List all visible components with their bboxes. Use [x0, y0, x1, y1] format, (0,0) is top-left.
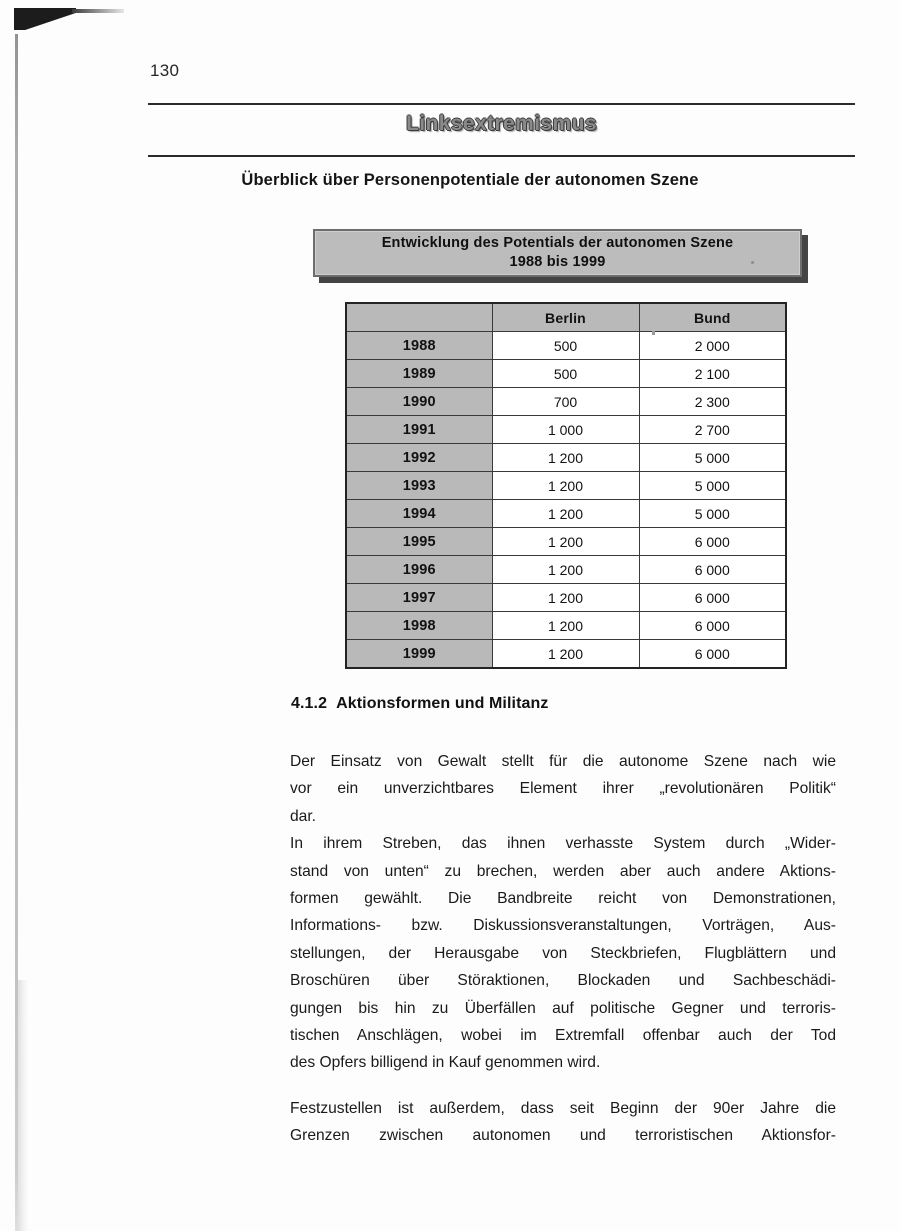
- table-row: [346, 612, 786, 640]
- cell-berlin: 1 200: [492, 472, 639, 500]
- paragraph-two: [290, 1095, 836, 1150]
- text-line: des Opfers billigend in Kauf genommen wird.: [290, 1054, 601, 1072]
- table-row: [346, 444, 786, 472]
- cell-bund: 6 000: [639, 640, 786, 669]
- scan-corner-tail-artifact: [72, 9, 124, 13]
- figure-title-box-body: [313, 229, 802, 277]
- scan-speck: [751, 261, 754, 264]
- cell-year: 1993: [346, 472, 492, 500]
- figure-title-line-2: 1988 bis 1999: [509, 254, 606, 270]
- cell-year: 1988: [346, 332, 492, 360]
- cell-berlin: 1 200: [492, 640, 639, 669]
- cell-berlin: 500: [492, 360, 639, 388]
- cell-berlin: 1 000: [492, 416, 639, 444]
- cell-year: 1995: [346, 528, 492, 556]
- text-line: Der Einsatz von Gewalt stellt für die autonome Szene nach wie: [290, 753, 836, 770]
- text-line: In ihrem Streben, das ihnen verhasste System durch „Wider-: [290, 835, 836, 853]
- text-line: Informations- bzw. Diskussionsveranstaltungen, Vorträgen, Aus-: [290, 917, 836, 935]
- text-line: gungen bis hin zu Überfällen auf politische Gegner und terroris-: [290, 999, 836, 1017]
- cell-bund: 5 000: [639, 500, 786, 528]
- scan-edge-artifact-lower: [18, 980, 28, 1231]
- cell-bund: 2 100: [639, 360, 786, 388]
- table-header-corner: [346, 303, 492, 332]
- table-row: [346, 472, 786, 500]
- cell-bund: 6 000: [639, 612, 786, 640]
- text-line: formen gewählt. Die Bandbreite reicht von Demonstrationen,: [290, 890, 836, 908]
- section-heading: [291, 695, 548, 713]
- cell-year: 1991: [346, 416, 492, 444]
- page-subtitle: Überblick über Personenpotentiale der autonomen Szene: [241, 171, 699, 189]
- header-rule-bottom: [148, 155, 855, 157]
- page-number: 130: [150, 61, 180, 80]
- potential-data-table: [345, 302, 787, 669]
- header-rule-top: [148, 103, 855, 105]
- cell-berlin: 1 200: [492, 500, 639, 528]
- text-line: dar.: [290, 807, 317, 825]
- text-line: vor ein unverzichtbares Element ihrer „revolutionären Politik“: [290, 780, 836, 798]
- cell-bund: 2 000: [639, 332, 786, 360]
- cell-bund: 6 000: [639, 556, 786, 584]
- table-row: [346, 584, 786, 612]
- text-line: stand von unten“ zu brechen, werden aber auch andere Aktions-: [290, 862, 836, 880]
- cell-year: 1999: [346, 640, 492, 669]
- scan-corner-artifact: [14, 8, 76, 30]
- cell-year: 1996: [346, 556, 492, 584]
- text-line: stellungen, der Herausgabe von Steckbriefen, Flugblättern und: [290, 944, 836, 962]
- section-heading-text: Aktionsformen und Militanz: [336, 695, 549, 712]
- cell-berlin: 1 200: [492, 444, 639, 472]
- cell-year: 1990: [346, 388, 492, 416]
- table-body: [346, 332, 786, 669]
- table-row: [346, 416, 786, 444]
- cell-year: 1992: [346, 444, 492, 472]
- text-line: Festzustellen ist außerdem, dass seit Beginn der 90er Jahre die: [290, 1100, 836, 1117]
- table-row: [346, 556, 786, 584]
- table-row: [346, 528, 786, 556]
- text-line: tischen Anschlägen, wobei im Extremfall offenbar auch der Tod: [290, 1027, 836, 1045]
- table-header-berlin: Berlin: [492, 303, 639, 332]
- cell-year: 1997: [346, 584, 492, 612]
- cell-year: 1994: [346, 500, 492, 528]
- cell-bund: 5 000: [639, 472, 786, 500]
- cell-berlin: 1 200: [492, 584, 639, 612]
- table-row: [346, 332, 786, 360]
- section-heading-number: 4.1.2: [291, 695, 328, 712]
- cell-berlin: 500: [492, 332, 639, 360]
- cell-berlin: 1 200: [492, 528, 639, 556]
- table-header-bund: Bund: [639, 303, 786, 332]
- text-line: Grenzen zwischen autonomen und terroristischen Aktionsfor-: [290, 1127, 836, 1145]
- cell-bund: 2 300: [639, 388, 786, 416]
- text-line: Broschüren über Störaktionen, Blockaden und Sachbeschädi-: [290, 972, 836, 990]
- scan-speck-table: [652, 331, 655, 335]
- table-head: [346, 303, 786, 332]
- cell-berlin: 1 200: [492, 556, 639, 584]
- table-row: [346, 500, 786, 528]
- table-row: [346, 640, 786, 669]
- cell-berlin: 700: [492, 388, 639, 416]
- paragraph-one: [290, 748, 836, 1077]
- table-row: [346, 360, 786, 388]
- section-banner: Linksextremismus: [406, 112, 597, 135]
- cell-year: 1998: [346, 612, 492, 640]
- cell-year: 1989: [346, 360, 492, 388]
- cell-bund: 6 000: [639, 584, 786, 612]
- cell-berlin: 1 200: [492, 612, 639, 640]
- figure-title-line-1: Entwicklung des Potentials der autonomen Szene: [381, 235, 734, 252]
- cell-bund: 6 000: [639, 528, 786, 556]
- cell-bund: 5 000: [639, 444, 786, 472]
- table-header-row: [346, 303, 786, 332]
- figure-title-box: [313, 229, 802, 277]
- cell-bund: 2 700: [639, 416, 786, 444]
- table-row: [346, 388, 786, 416]
